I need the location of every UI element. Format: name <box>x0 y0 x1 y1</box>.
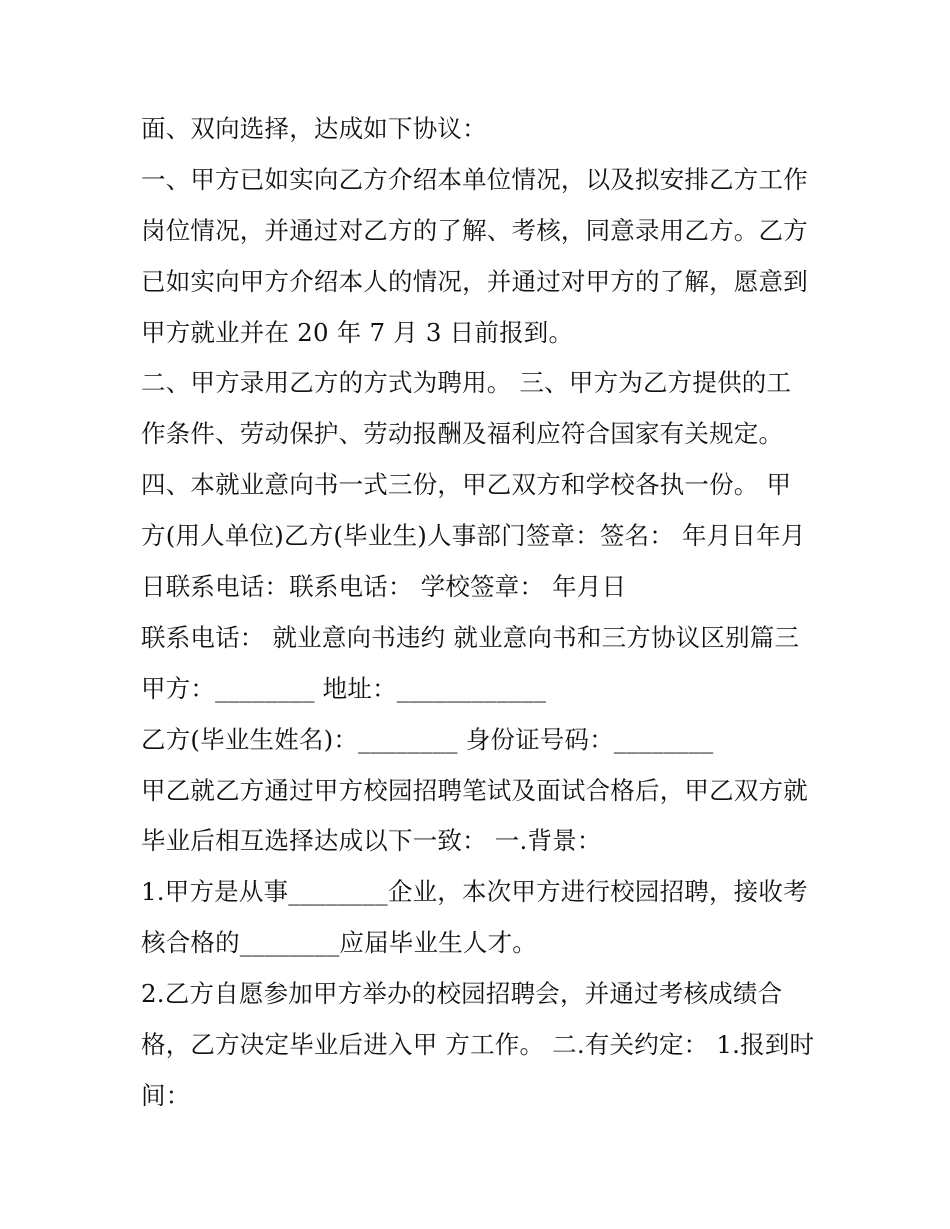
text-line: 已如实向甲方介绍本人的情况，并通过对甲方的了解，愿意到 <box>141 266 808 296</box>
text-line: 1.甲方是从事________企业，本次甲方进行校园招聘，接收考 <box>141 877 808 907</box>
text-line: 面、双向选择，达成如下协议： <box>141 114 487 143</box>
text-line: 核合格的________应届毕业生人才。 <box>141 928 537 958</box>
text-line: 日联系电话：联系电话： 学校签章： 年月日 <box>141 572 627 602</box>
text-line: 2.乙方自愿参加甲方举办的校园招聘会，并通过考核成绩合 <box>141 979 783 1009</box>
text-line: 联系电话： 就业意向书违约 就业意向书和三方协议区别篇三 <box>141 622 800 652</box>
text-line: 甲乙就乙方通过甲方校园招聘笔试及面试合格后，甲乙双方就 <box>141 775 808 805</box>
text-line: 毕业后相互选择达成以下一致： 一.背景： <box>141 826 602 856</box>
text-line: 乙方(毕业生姓名)：________ 身份证号码：________ <box>141 724 714 754</box>
text-line: 作条件、劳动保护、劳动报酬及福利应符合国家有关规定。 <box>141 419 784 449</box>
document-body <box>141 104 821 1122</box>
text-line: 甲方：________ 地址：____________ <box>141 673 547 703</box>
text-line: 格，乙方决定毕业后进入甲 方工作。 二.有关约定： 1.报到时 <box>141 1030 815 1060</box>
text-line: 一、甲方已如实向乙方介绍本单位情况，以及拟安排乙方工作 <box>141 164 808 194</box>
text-line: 方(用人单位)乙方(毕业生)人事部门签章：签名： 年月日年月 <box>141 521 806 551</box>
text-line: 间： <box>141 1080 191 1110</box>
text-line: 甲方就业并在 20 年 7 月 3 日前报到。 <box>141 317 574 347</box>
text-line: 岗位情况，并通过对乙方的了解、考核，同意录用乙方。乙方 <box>141 215 808 245</box>
text-line: 二、甲方录用乙方的方式为聘用。 三、甲方为乙方提供的工 <box>141 368 792 398</box>
text-line: 四、本就业意向书一式三份，甲乙双方和学校各执一份。 甲 <box>141 470 792 500</box>
